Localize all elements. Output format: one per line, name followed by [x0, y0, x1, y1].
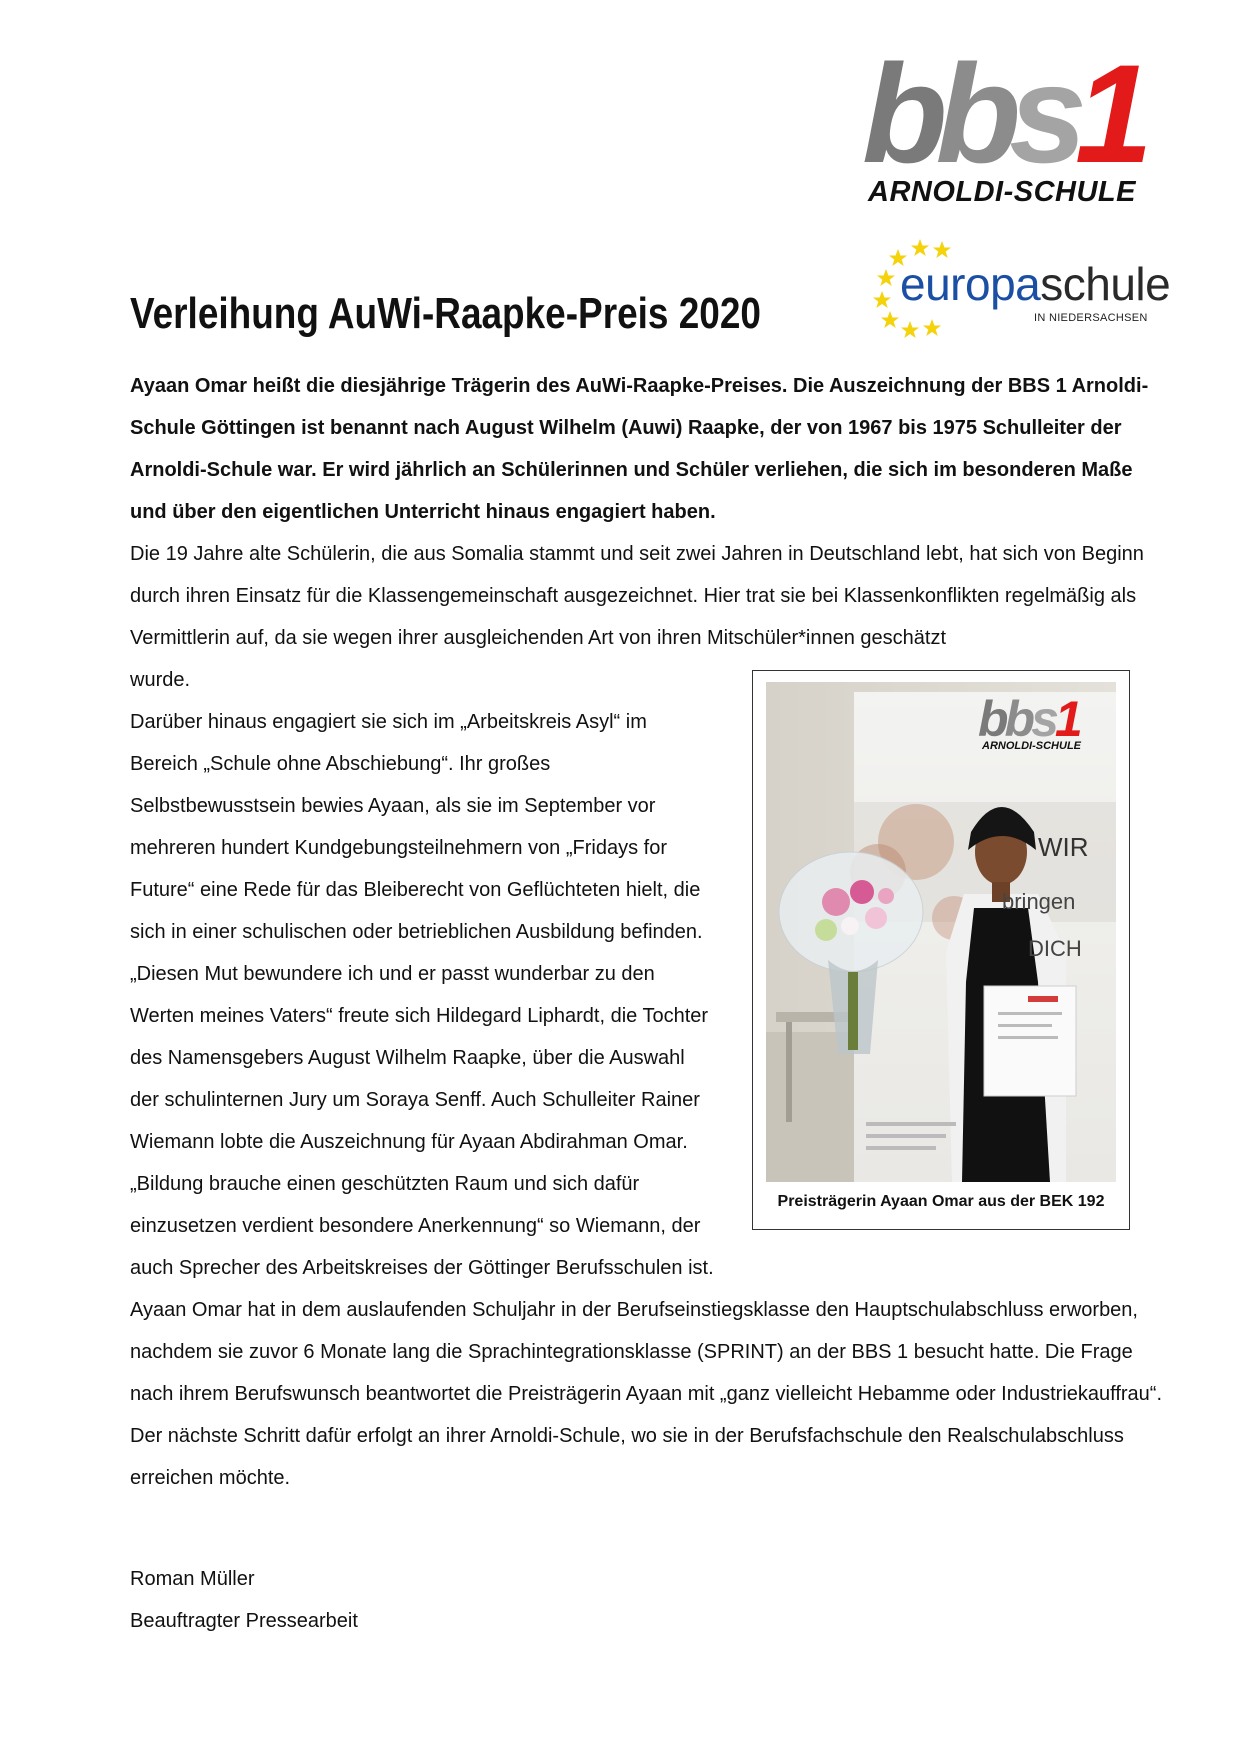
signature-role: Beauftragter Pressearbeit [130, 1610, 358, 1632]
wrapped-line: Darüber hinaus engagiert sie sich im „Arbeitskreis Asyl“ im [130, 711, 647, 733]
banner-letter-b1: b [978, 691, 1005, 747]
wrapped-line: sich in einer schulischen oder betrieblichen Ausbildung befinden. [130, 921, 703, 943]
wrapped-line: auch Sprecher des Arbeitskreises der Göttinger Berufsschulen ist. [130, 1257, 714, 1279]
europaschule-wordmark [900, 257, 1170, 311]
europa-word-part1: europa [900, 258, 1041, 310]
banner-letter-s: s [1031, 691, 1055, 747]
banner-letter-b2: b [1004, 691, 1032, 747]
europa-word-part2: schule [1040, 258, 1171, 310]
wrapped-line: Werten meines Vaters“ freute sich Hildegard Liphardt, die Tochter [130, 1005, 709, 1027]
wrapped-line: Future“ eine Rede für das Bleiberecht von Geflüchteten hielt, die [130, 879, 701, 901]
logo-letter-b1: b [862, 35, 936, 192]
wrapped-line: Wiemann lobte die Auszeichnung für Ayaan Abdirahman Omar. [130, 1131, 688, 1153]
lead-paragraph: Ayaan Omar heißt die diesjährige Trägerin des AuWi-Raapke-Preises. Die Auszeichnung der BBS 1 Arnoldi-Schule Göttingen ist benannt nach August Wilhelm (Auwi) Raapke, der von 1967 bis 1975 Schulleiter der Arnoldi-Schule war. Er wird jährlich an Schülerinnen und Schüler verliehen, die sich im besonderen Maße und über den eigentlichen Unterricht hinaus engagiert haben. [130, 375, 1149, 523]
page-title: Verleihung AuWi-Raapke-Preis 2020 [130, 289, 761, 338]
wrapped-line: „Bildung brauche einen geschützten Raum und sich dafür [130, 1173, 640, 1195]
paragraph-origin: Die 19 Jahre alte Schülerin, die aus Somalia stammt und seit zwei Jahren in Deutschland lebt, hat sich von Beginn durch ihren Einsatz für die Klassengemeinschaft ausgezeichnet. Hier trat sie bei Klassenkonflikten regelmäßig als Vermittlerin auf, da sie wegen ihrer ausgleichenden Art von ihren Mitschüler*innen geschätzt [130, 543, 1144, 649]
award-photo [766, 682, 1116, 1182]
paragraph-origin-end: wurde. [130, 669, 191, 691]
wrapped-line: Selbstbewusstsein bewies Ayaan, als sie im September vor [130, 795, 656, 817]
wrapped-line: einzusetzen verdient besondere Anerkennung“ so Wiemann, der [130, 1215, 701, 1237]
banner-text-bringen: bringen [1002, 889, 1076, 914]
photo-caption: Preisträgerin Ayaan Omar aus der BEK 192 [777, 1193, 1105, 1210]
banner-text-wir: WIR [1038, 832, 1089, 862]
logo-digit-one: 1 [1074, 35, 1141, 192]
paragraph-final: Ayaan Omar hat in dem auslaufenden Schuljahr in der Berufseinstiegsklasse den Hauptschulabschluss erworben, nachdem sie zuvor 6 Monate lang die Sprachintegrationsklasse (SPRINT) an der BBS 1 besucht hatte. Die Frage nach ihrem Berufswunsch beantwortet die Preisträgerin Ayaan mit „ganz vielleicht Hebamme oder Industriekauffrau“. Der nächste Schritt dafür erfolgt an ihrer Arnoldi-Schule, wo sie in der Berufsfachschule den Realschulabschluss erreichen möchte. [130, 1299, 1163, 1489]
award-photo-illustration [766, 682, 1116, 1182]
banner-digit-one: 1 [1054, 691, 1079, 747]
logo-letter-s: s [1009, 35, 1075, 192]
photo-figure [752, 670, 1130, 1230]
wrapped-line: der schulinternen Jury um Soraya Senff. Auch Schulleiter Rainer [130, 1089, 700, 1111]
signature-name: Roman Müller [130, 1568, 255, 1590]
wrapped-line: mehreren hundert Kundgebungsteilnehmern von „Fridays for [130, 837, 667, 859]
banner-subtitle: ARNOLDI-SCHULE [982, 740, 1081, 752]
europaschule-logo [870, 235, 1170, 345]
logo-letter-b2: b [935, 35, 1010, 192]
banner-text-dich: DICH [1028, 936, 1082, 961]
wrapped-line: „Diesen Mut bewundere ich und er passt wunderbar zu den [130, 963, 655, 985]
wrapped-line: des Namensgebers August Wilhelm Raapke, über die Auswahl [130, 1047, 685, 1069]
bbs1-logo-subtitle: ARNOLDI-SCHULE [868, 176, 1136, 208]
europaschule-subtitle: IN NIEDERSACHSEN [1034, 312, 1148, 324]
bbs1-logo [862, 35, 1162, 214]
wrapped-line: Bereich „Schule ohne Abschiebung“. Ihr großes [130, 753, 551, 775]
